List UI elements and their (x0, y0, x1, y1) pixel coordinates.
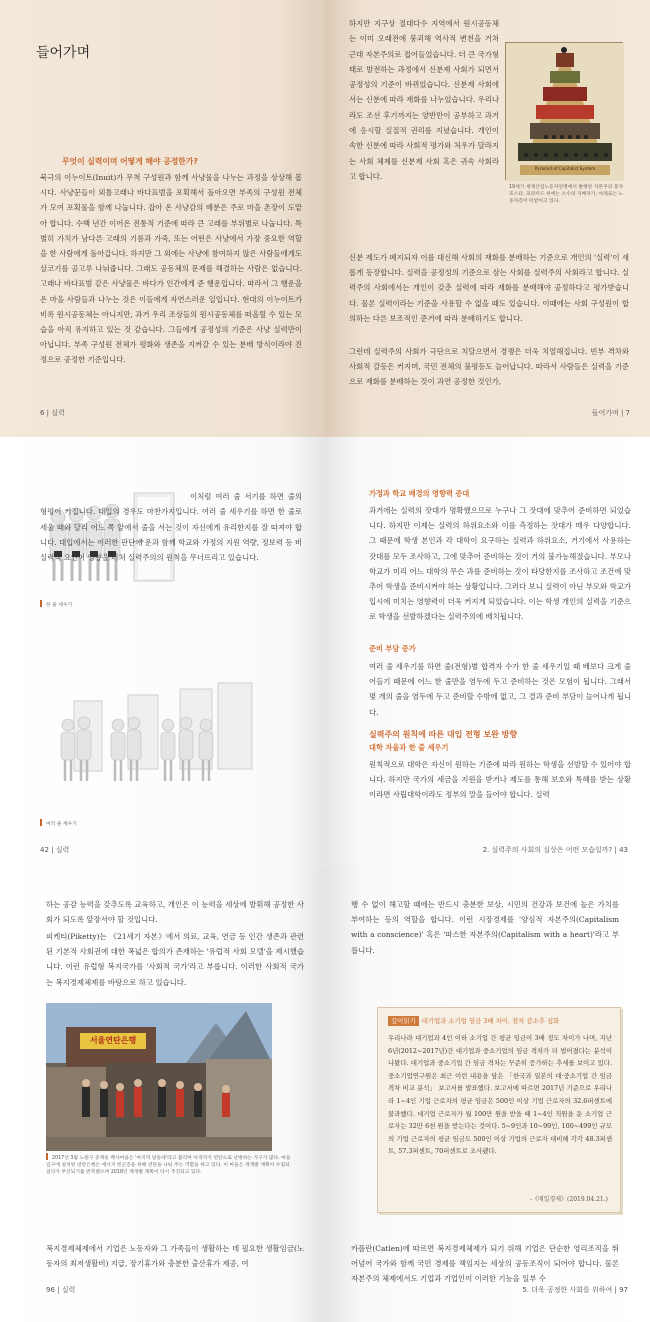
poster-title: Pyramid of Capitalist System (534, 166, 596, 171)
body-text: 행 수 없이 해고할 때에는 반드시 충분한 보상, 시민의 건강과 보건에 높은 가치를 부여하는 등의 역할을 합니다. 이런 시장경제를 '양심적 자본주의(Capitalism with a conscience)' 혹은 '따스한 자본주의(Capitalism with a heart)'라고 부릅니다. (351, 900, 619, 955)
caption-marker (46, 1153, 48, 1160)
section-subtitle: 무엇이 실력이며 어떻게 해야 공정한가? (62, 157, 198, 166)
news-box-header (388, 1016, 559, 1025)
spread-chapter2 (0, 437, 650, 869)
left-page (0, 869, 325, 1322)
body-text: 복지경제체제에서 기업은 노동자와 그 가족들이 생활하는 데 필요한 생활임금(노동자의 최저생활비) 지급, 장기휴가와 충분한 출산휴가 제공, 여 (46, 1244, 304, 1269)
right-page (325, 869, 650, 1322)
caption-text: 2017년 3월 노원구 중계동 백사마을은 '마지막 달동네'라고 불리며 아직까지 연탄으로 난방하는 가구가 많다. 마을 입구에 설치된 연탄은행은 에너지 빈곤층을 위해 연탄을 나눠 주는 역할을 하고 있다. 이 마을은 재개발 계획이 수립되었다가 무산되기를 반복했으며 2018년 재개발 계획이 다시 추진되고 있다. (46, 1156, 291, 1175)
page-number-left: 6 | 실력 (40, 409, 65, 417)
news-box-title: 대기업과 소기업 임금 3배 차이, 점차 감소추 심화 (421, 1017, 560, 1025)
pyramid-illustration (506, 43, 624, 181)
caption-text: 한 줄 세우기 (46, 603, 73, 608)
street-scene-illustration (46, 1003, 272, 1151)
body-text: 그런데 실력주의 사회가 극단으로 치달으면서 경쟁은 더욱 치열해집니다. 빈부 격차와 사회적 갈등은 커지며, 국민 전체의 불평등도 늘어납니다. 따라서 사람들은 실력을 기준으로 재화를 분배하는 것이 과연 공정한 것인가, (349, 347, 629, 387)
body-text: 하지만 지구상 절대다수 지역에서 원시공동체는 이미 오래전에 붕괴해 역사적 변천을 거쳐 근대 자본주의로 접어들었습니다. 더 큰 국가형태로 발전하는 과정에서 신분제 사회가 되면서 공정성의 기준이 바뀌었습니다. 신분제 사회에서는 신분에 따라 재화를 나누었습니다. 우리나라도 조선 후기까지는 양반만이 공부하고 과거에 응시할 실질적 권리를 지녔습니다. 개인이 속한 신분에 따라 사회적 평가와 처우가 달라지는 사회 체제를 신분제 사회 혹은 귀속 사회라고 합니다. (349, 19, 499, 181)
poster-caption: 19세기 세계산업노동자연맹에서 발행한 자본주의 풍자 포스터. 피라미드 위에는 소수의 지배자가, 아래로는 노동자층이 떠받치고 있다. (509, 185, 624, 204)
spread-intro (0, 0, 650, 437)
body-text: 신분 제도가 폐지되자 이를 대신해 사회의 재화를 분배하는 기준으로 개인의 '실력'이 새롭게 등장합니다. 실력을 공정성의 기준으로 삼는 사회를 실력주의 사회라고 합니다. 실력주의 사회에서는 개인이 갖춘 실력에 따라 재화를 분배해야 공정하다고 평가받습니다. 물론 실력이라는 기준을 사용할 수 없을 때도 있습니다. 이때에는 사회 구성원이 합의하는 다른 보조적인 준거에 따라 분배하기도 합니다. (349, 253, 629, 323)
page-number-right: 2. 실력주의 사회의 실상은 어떤 모습일까? | 43 (482, 846, 628, 854)
page-number-right: 5. 더욱 공정한 사회를 위하여 | 97 (522, 1286, 628, 1294)
caption-text: 여러 줄 세우기 (46, 822, 77, 827)
body-text: 하는 공감 능력을 갖추도록 교육하고, 개인은 이 능력을 세상에 발휘해 공정한 사회가 되도록 앞장서야 할 것입니다. (46, 900, 304, 925)
body-text: 카플란(Catlen)에 따르면 복지경제체제가 되기 위해 기업은 단순한 영리조직을 뛰어넘어 국가와 함께 국민 경제를 책임지는 세상의 공동조직이 되어야 합니다. 물론 자본주의 체제에서도 기업과 기업인이 이러한 기능을 일부 수 (351, 1244, 619, 1284)
page-number-right: 들어가며 | 7 (591, 409, 630, 417)
news-box-source: -《매일경제》(2019.04.21.) (529, 1196, 608, 1203)
section-heading: 실력주의 원칙에 따른 대입 전형 보완 방향 (369, 730, 518, 739)
section-subheading: 가정과 학교 배경의 영향력 증대 (369, 489, 470, 498)
left-page (0, 437, 325, 869)
body-text: 이처럼 여러 줄 서기를 하면 줄의 형평이 커집니다. 대입의 경우도 마찬가지입니다. 여러 줄 세우기를 하면 한 줄로 세울 때와 달리 어느 쪽 앞에서 줄을 서는 것이 자신에게 유리한지를 잘 따져야 합니다. 대입에서는 이러한 판단에 운과 함께 학교와 가정의 지원 역량, 정보력 등 비실력적 요인이 영향을 미쳐 실력주의의 원칙을 무너뜨리고 있습니다. (40, 492, 302, 563)
right-page (325, 437, 650, 869)
photo-caption (46, 1153, 292, 1176)
body-text: 북극의 이누이트(Inuit)가 무척 구성원과 함께 사냥물을 나누는 과정을 상상해 봅시다. 사냥꾼들이 외톨고래나 바다표범을 포획해서 돌아오면 부족의 구성원 전체가 모여 포획물을 함께 나눕니다. 잡아 온 사냥감의 배분은 주로 마을 촌장이 도맡아 합니다. 수백 년간 이어온 전통적 기준에 따라 큰 고래를 부위별로 나눕니다. 특별히 가치가 남다른 고래의 기름과 가죽, 또는 어떤은 사냥에서 가장 중요한 역할을 한 사람에게 돌아갑니다. 하지만 그 외에는 사냥에 참여하지 않은 사람들에게도 살코기를 골고루 나눠줍니다. 그래도 공동체의 문제를 해결하는 사람은 없습니다. 고래나 바다표범 같은 사냥물은 바다가 인간에게 준 행운입니다. 따라서 그 행운을 온 마을 사람들과 나누는 것은 이들에게 자연스러운 일입니다. 현대의 이누이트가 비록 원시공동체는 아니지만, 과거 우리 조상들의 원시공동체를 떠올릴 수 있는 모습을 아직 유지하고 있는 것 같습니다. 그들에게 공정성의 기준은 사냥 실력만이 아닙니다. 부족 구성원 전체가 평화와 생존을 지켜갈 수 있는 분배 방식이라야 진정으로 공정한 기준입니다. (40, 173, 302, 365)
section-subheading: 준비 부담 증가 (369, 644, 416, 653)
yeontan-bank-sign: 서울연탄은행 (89, 1036, 137, 1045)
yeontan-bank-photo (46, 1003, 272, 1151)
body-text: 원칙적으로 대학은 자신이 원하는 기준에 따라 원하는 학생을 선발할 수 있어야 합니다. 하지만 국가의 세금을 지원을 받거나 제도를 통해 보호와 특혜를 받는 상황이라면 사립대학이라도 정부의 말을 들어야 합니다. 실력 (369, 760, 631, 800)
multiple-lines-illustration (58, 677, 258, 795)
page-number-left: 96 | 실력 (46, 1286, 76, 1294)
figure-caption (40, 819, 77, 828)
capitalism-pyramid-poster (505, 42, 623, 180)
right-page (325, 0, 650, 437)
page-heading: 들어가며 (36, 45, 91, 61)
left-page (0, 0, 325, 437)
body-text: 과거에는 실력의 잣대가 명확했으므로 누구나 그 잣대에 맞추어 준비하면 되었습니다. 하지만 이제는 실력의 하위요소와 이를 측정하는 잣대가 매우 다양합니다. 그 때문에 학생 본인과 각 대학이 요구하는 실력과 하위요소, 거기에서 사용하는 잣대를 모두 조사하고, 그에 맞추어 준비하는 것이 거의 불가능해졌습니다. 부모나 학교가 미리 어느 대학의 무슨 과를 준비하는 것이 타당한지를 조사하고 조건에 맞추어 학생을 준비시켜야 하는 상황입니다. 그러다 보니 실력이 아닌 부모와 학교가 입시에 미치는 영향력이 더욱 커지게 되었습니다. 이는 학생 개인의 실력을 기준으로 학생을 선발하겠다는 실력주의에 배치됩니다. (369, 506, 631, 622)
news-box (377, 1007, 621, 1213)
section-subheading: 대학 자율과 한 줄 세우기 (369, 743, 449, 752)
body-text: 여러 줄 세우기를 하면 줄(전형)별 합격자 수가 한 줄 세우기일 때 배보다 크게 줄어들기 때문에 어느 한 줄만을 염두에 두고 준비하는 것은 모험이 됩니다. 그래서 몇 개의 줄을 염두에 두고 준비할 수밖에 없고, 그 결과 준비 부담이 늘어나게 됩니다. (369, 662, 631, 717)
news-box-tag: 깊이읽기 (388, 1016, 419, 1026)
caption-marker (40, 819, 42, 826)
news-box-text: 우리나라 대기업과 4인 이하 소기업 간 평균 임금이 3배 정도 차이가 나며, 지난 6년(2012~2017년)간 대기업과 중소기업의 임금 격차가 더 벌어졌다는 분석이 나왔다. 대기업과 중소기업 간 임금 격차는 꾸준히 증가하는 추세를 보이고 있다. 중소기업연구원은 최근 이런 내용을 담은 「한국과 일본의 대·중소기업 간 임금 격차 비교 분석」 보고서를 발표했다. 보고서에 따르면 2017년 기준으로 우리나라 1~4인 기업 근로자의 평균 임금은 500인 이상 기업 근로자의 32.6퍼센트에 불과했다. 대기업 근로자가 월 100만 원을 받을 때 1~4인 직원을 둔 소기업 근로자는 32만 6천 원을 받는다는 것이다. 5~9인과 10~99인, 100~499인 규모의 기업 근로자의 평균 임금도 500인 이상 기업의 근로자 대비해 각각 48.3퍼센트, 57.3퍼센트, 70퍼센트로 조사됐다. (388, 1034, 612, 1156)
spread-chapter5 (0, 869, 650, 1322)
page-number-left: 42 | 실력 (40, 846, 70, 854)
body-text: 피케티(Piketty)는 《21세기 자본》에서 의료, 교육, 연금 등 인간 생존과 관련된 기본적 사회권에 대한 폭넓은 합의가 존재하는 '유럽적 사회 모델'을 제시했습니다. 이런 유럽형 복지국가를 '사회적 국가'라고 부릅니다. 이러한 사회적 국가는 복지경제체제를 바탕으로 하고 있습니다. (46, 932, 304, 987)
